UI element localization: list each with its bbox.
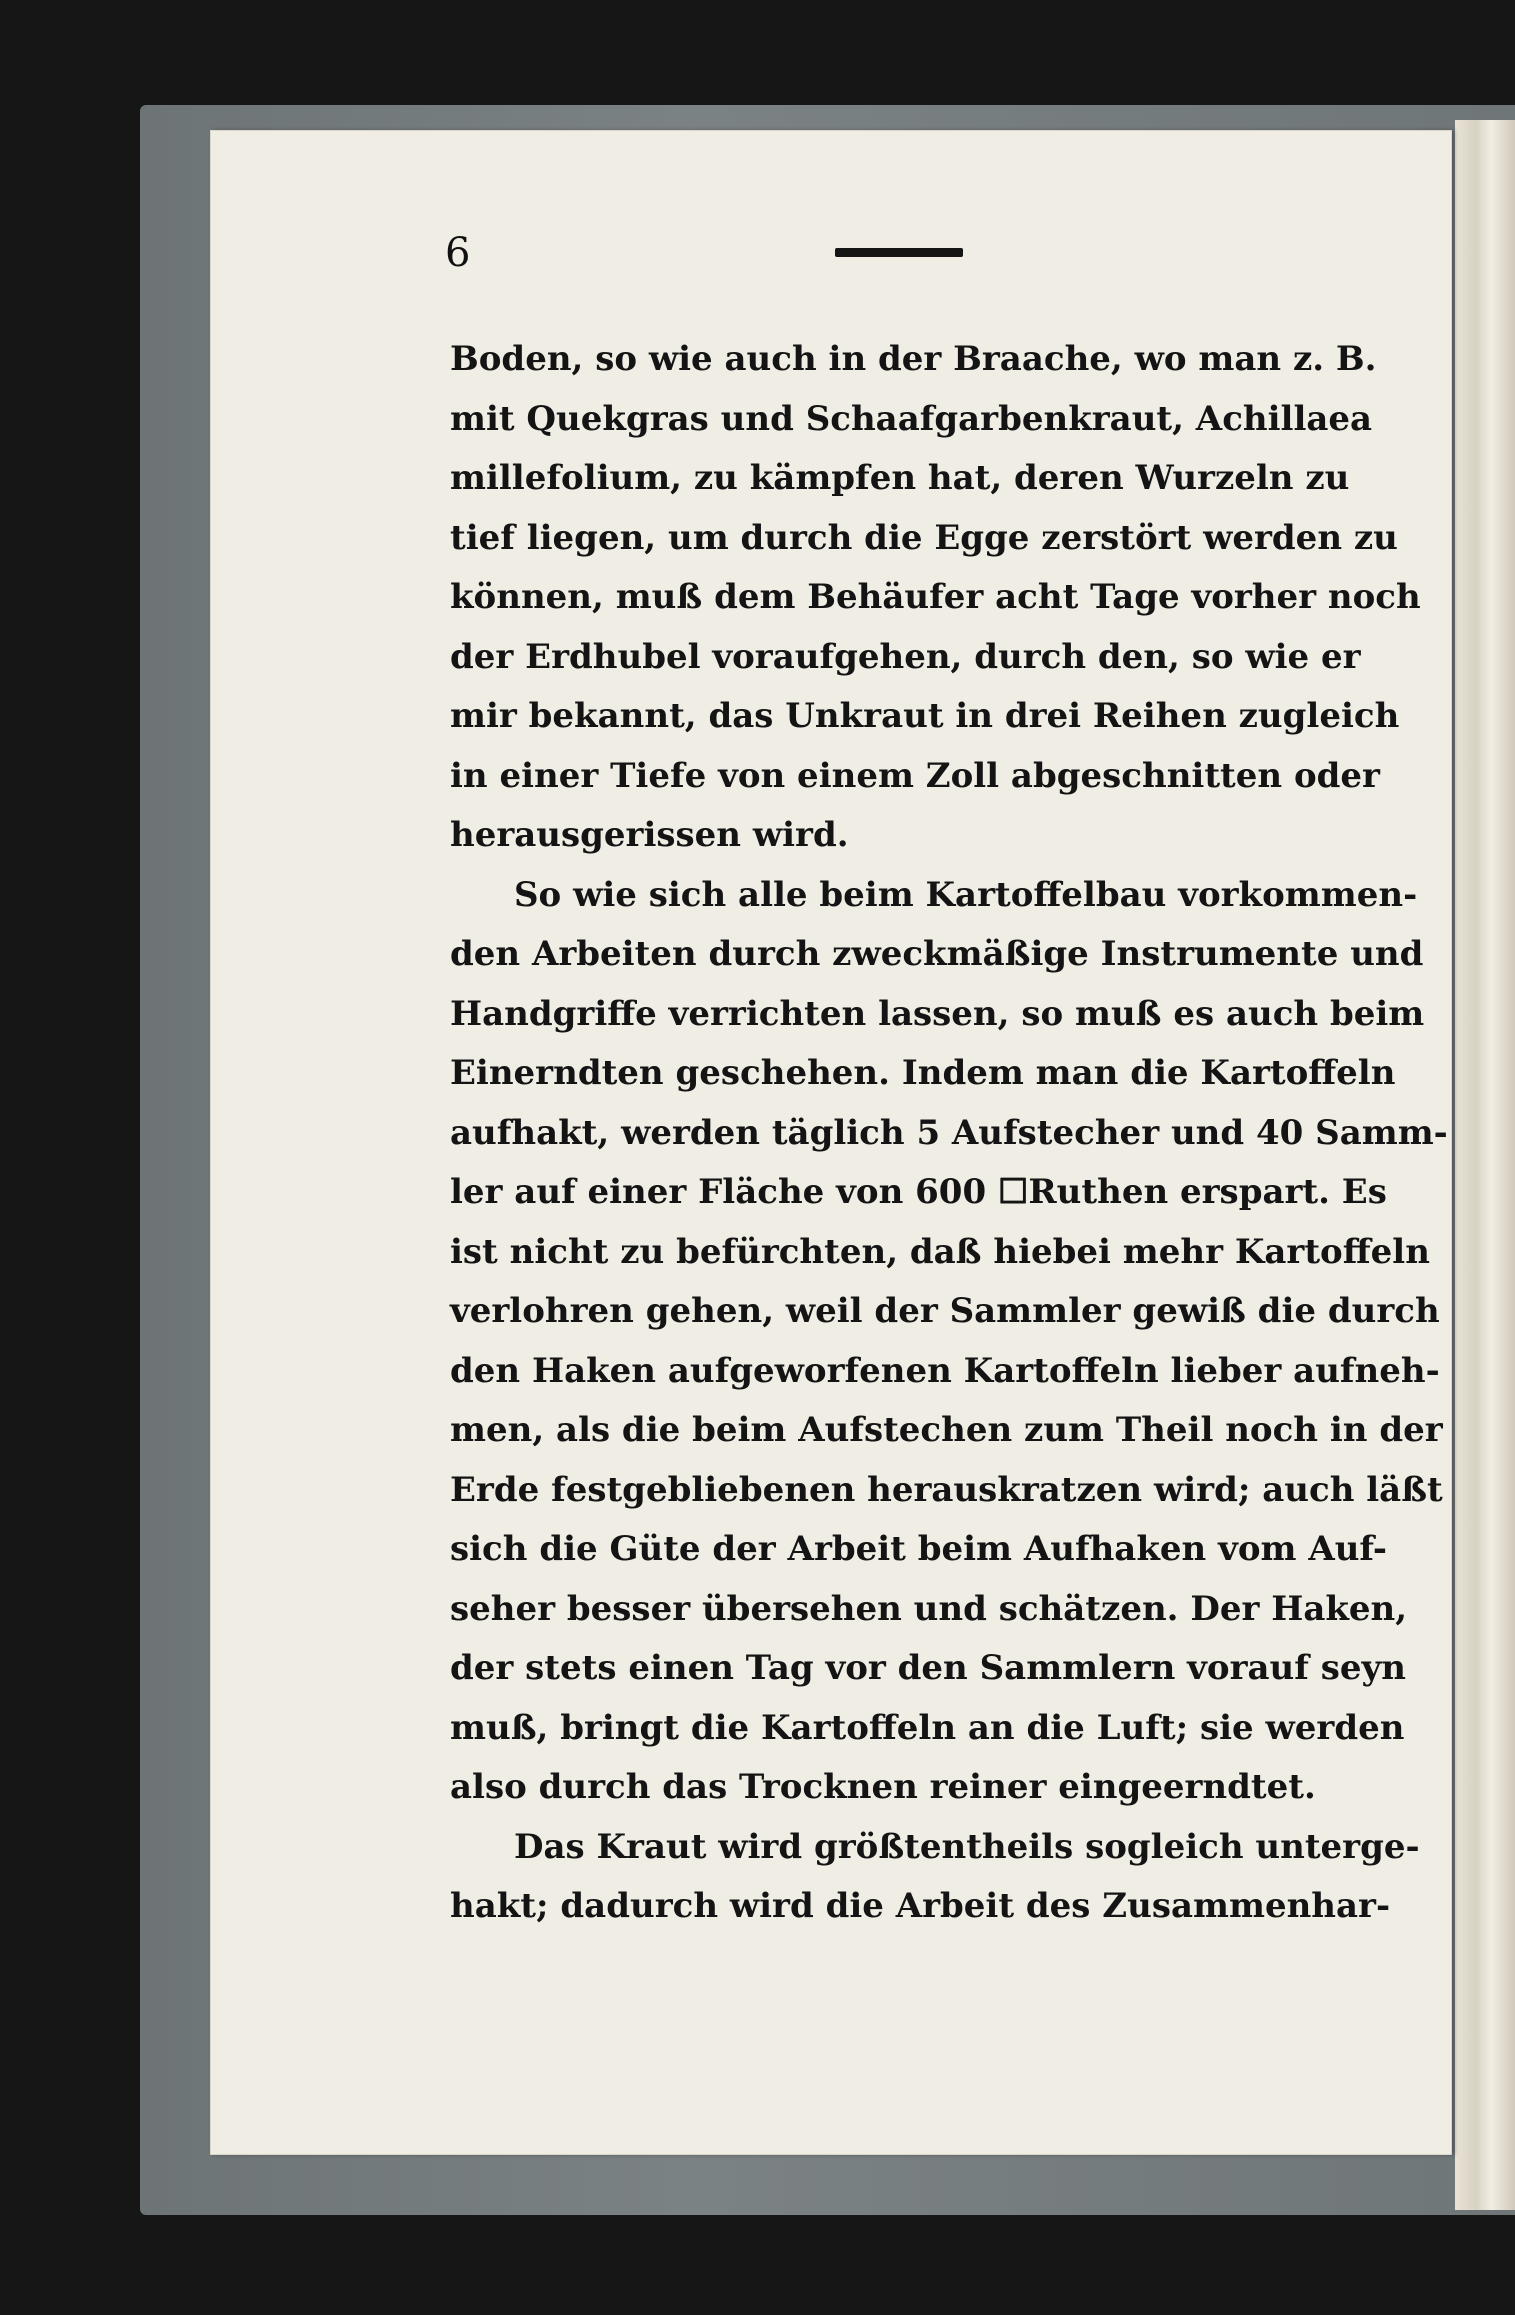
text-line: also durch das Trocknen reiner eingeerndtet. <box>450 1767 1316 1807</box>
text-line: können, muß dem Behäufer acht Tage vorher noch <box>450 577 1421 617</box>
text-line: der stets einen Tag vor den Sammlern vorauf seyn <box>450 1648 1406 1688</box>
book-page <box>210 130 1452 2155</box>
page-number: 6 <box>445 230 471 276</box>
text-line: tief liegen, um durch die Egge zerstört werden zu <box>450 517 1398 558</box>
text-line: Handgriffe verrichten lassen, so muß es auch beim <box>450 993 1425 1034</box>
text-line: mit Quekgras und Schaafgarbenkraut, Achillaea <box>450 398 1373 439</box>
text-line: hakt; dadurch wird die Arbeit des Zusammenhar- <box>450 1886 1391 1926</box>
text-line: Das Kraut wird größtentheils sogleich unterge- <box>514 1826 1420 1867</box>
text-line: der Erdhubel voraufgehen, durch den, so wie er <box>450 636 1361 677</box>
text-line: Erde festgebliebenen herauskratzen wird; auch läßt <box>450 1469 1443 1510</box>
text-line: Boden, so wie auch in der Braache, wo man z. B. <box>450 339 1377 379</box>
body-text <box>450 330 1448 1937</box>
text-line: verlohren gehen, weil der Sammler gewiß die durch <box>450 1291 1440 1331</box>
text-line: in einer Tiefe von einem Zoll abgeschnitten oder <box>450 755 1380 796</box>
text-line: seher besser übersehen und schätzen. Der Haken, <box>450 1588 1408 1629</box>
header-rule <box>835 248 963 257</box>
text-line: herausgerissen wird. <box>450 815 849 855</box>
text-line: millefolium, zu kämpfen hat, deren Wurzeln zu <box>450 458 1350 498</box>
text-line: ler auf einer Fläche von 600 ☐Ruthen erspart. Es <box>450 1172 1387 1212</box>
text-line: muß, bringt die Kartoffeln an die Luft; sie werden <box>450 1707 1405 1748</box>
text-line: ist nicht zu befürchten, daß hiebei mehr Kartoffeln <box>450 1231 1430 1272</box>
text-line: aufhakt, werden täglich 5 Aufstecher und 40 Samm- <box>450 1112 1448 1153</box>
text-line: sich die Güte der Arbeit beim Aufhaken vom Auf- <box>450 1529 1387 1569</box>
text-line: mir bekannt, das Unkraut in drei Reihen zugleich <box>450 696 1400 736</box>
text-line: Einerndten geschehen. Indem man die Kartoffeln <box>450 1053 1396 1093</box>
text-line: men, als die beim Aufstechen zum Theil noch in der <box>450 1410 1443 1450</box>
text-line: den Haken aufgeworfenen Kartoffeln lieber aufneh- <box>450 1350 1440 1391</box>
page-edges <box>1455 120 1515 2210</box>
text-line: So wie sich alle beim Kartoffelbau vorkommen- <box>514 874 1418 915</box>
text-line: den Arbeiten durch zweckmäßige Instrumente und <box>450 934 1424 974</box>
